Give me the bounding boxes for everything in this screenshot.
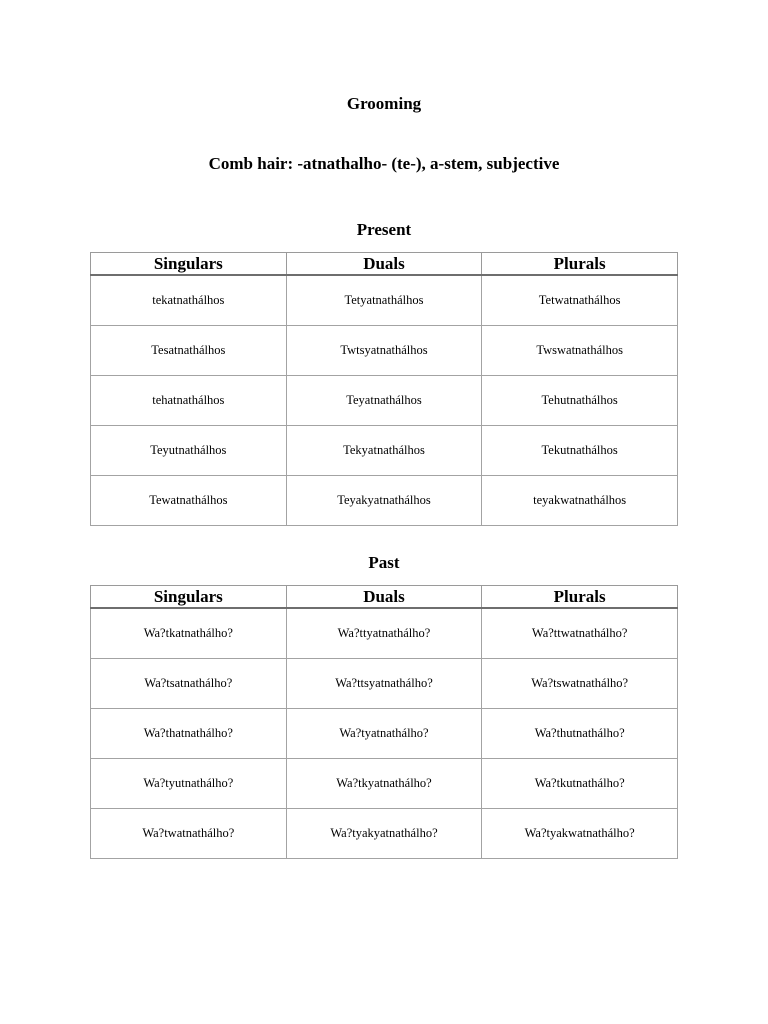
table-cell: Wa?thatnathálho? xyxy=(91,709,287,759)
table-cell: tekatnathálhos xyxy=(91,275,287,326)
table-cell: Tekutnathálhos xyxy=(482,426,678,476)
column-header-duals: Duals xyxy=(286,253,482,276)
table-cell: Tetwatnathálhos xyxy=(482,275,678,326)
column-header-singulars: Singulars xyxy=(91,253,287,276)
table-cell: Tesatnathálhos xyxy=(91,326,287,376)
past-conjugation-table xyxy=(90,585,678,859)
table-cell: Wa?tyakwatnathálho? xyxy=(482,809,678,859)
table-cell: Teyatnathálhos xyxy=(286,376,482,426)
table-cell: Wa?ttsyatnathálho? xyxy=(286,659,482,709)
present-conjugation-table xyxy=(90,252,678,526)
table-cell: Wa?tswatnathálho? xyxy=(482,659,678,709)
table-cell: tehatnathálhos xyxy=(91,376,287,426)
table-row xyxy=(91,326,678,376)
table-cell: Twtsyatnathálhos xyxy=(286,326,482,376)
table-cell: Wa?tkutnathálho? xyxy=(482,759,678,809)
table-cell: Wa?tkatnathálho? xyxy=(91,608,287,659)
section-heading-past: Past xyxy=(368,553,400,572)
table-cell: Tewatnathálhos xyxy=(91,476,287,526)
table-row xyxy=(91,659,678,709)
table-cell: Teyakyatnathálhos xyxy=(286,476,482,526)
table-row xyxy=(91,608,678,659)
table-row xyxy=(91,275,678,326)
table-row xyxy=(91,426,678,476)
table-row xyxy=(91,709,678,759)
table-cell: Wa?tkyatnathálho? xyxy=(286,759,482,809)
column-header-plurals: Plurals xyxy=(482,586,678,609)
table-cell: Teyutnathálhos xyxy=(91,426,287,476)
table-cell: Wa?tsatnathálho? xyxy=(91,659,287,709)
table-cell: Twswatnathálhos xyxy=(482,326,678,376)
column-header-singulars: Singulars xyxy=(91,586,287,609)
table-cell: Tehutnathálhos xyxy=(482,376,678,426)
table-cell: Wa?thutnathálho? xyxy=(482,709,678,759)
page-title: Grooming xyxy=(346,94,422,113)
table-cell: Wa?tyatnathálho? xyxy=(286,709,482,759)
table-cell: Wa?ttyatnathálho? xyxy=(286,608,482,659)
table-cell: Wa?tyakyatnathálho? xyxy=(286,809,482,859)
section-heading-present: Present xyxy=(356,220,412,239)
table-row xyxy=(91,809,678,859)
column-header-duals: Duals xyxy=(286,586,482,609)
table-cell: Wa?ttwatnathálho? xyxy=(482,608,678,659)
column-header-plurals: Plurals xyxy=(482,253,678,276)
table-cell: teyakwatnathálhos xyxy=(482,476,678,526)
table-row xyxy=(91,476,678,526)
table-cell: Tekyatnathálhos xyxy=(286,426,482,476)
table-header-row xyxy=(91,253,678,276)
table-cell: Tetyatnathálhos xyxy=(286,275,482,326)
table-row xyxy=(91,376,678,426)
page-subtitle: Comb hair: -atnathalho- (te-), a-stem, subjective xyxy=(208,154,560,173)
table-row xyxy=(91,759,678,809)
table-header-row xyxy=(91,586,678,609)
table-cell: Wa?tyutnathálho? xyxy=(91,759,287,809)
table-cell: Wa?twatnathálho? xyxy=(91,809,287,859)
